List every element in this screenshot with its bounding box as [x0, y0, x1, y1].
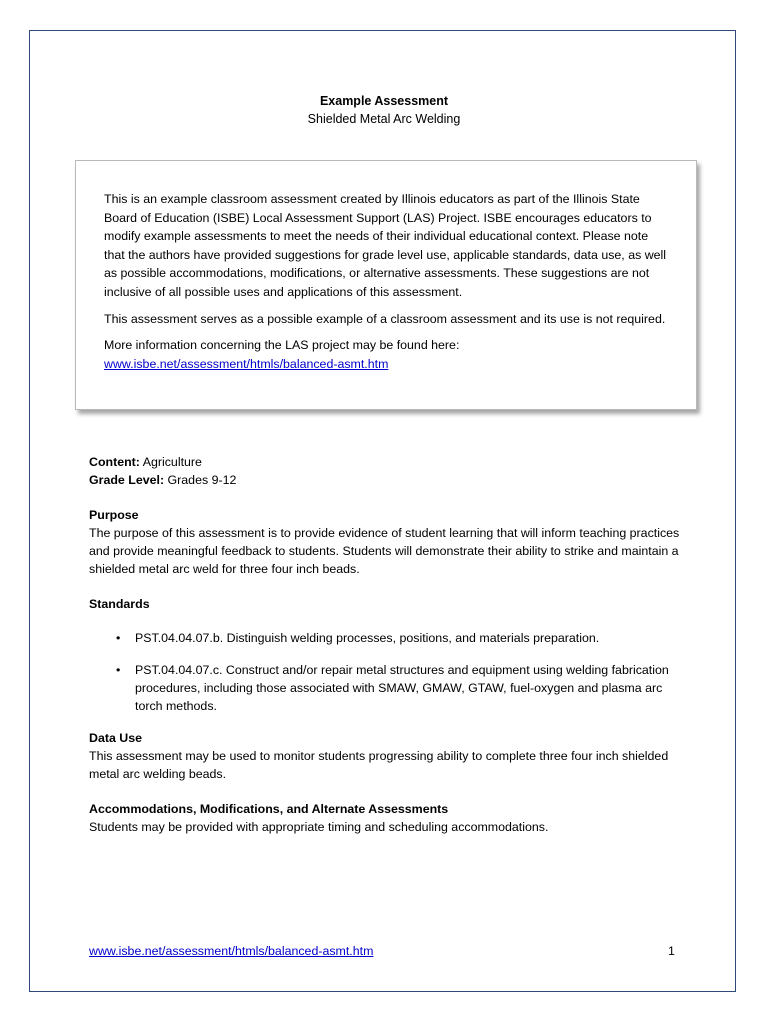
- notice-paragraph-intro: This is an example classroom assessment created by Illinois educators as part of the Illinois State Board of Education (ISBE) Local Assessment Support (LAS) Project. ISBE encourages educators to modify example assessments to meet the needs of their individual educational context. Please note that the authors have provided suggestions for grade level use, applicable standards, data use, as well as possible accommodations, modifications, or alternative assessments. These suggestions are not inclusive of all possible uses and applications of this assessment.: [104, 192, 667, 299]
- grade-level-line: [89, 471, 689, 489]
- data-use-text: This assessment may be used to monitor students progressing ability to complete three four inch shielded metal arc welding beads.: [89, 749, 669, 781]
- grade-level-value: Grades 9-12: [164, 473, 237, 487]
- accommodations-heading: Accommodations, Modifications, and Alternate Assessments: [89, 802, 449, 816]
- bullet-icon: •: [116, 663, 121, 677]
- notice-more-info-text: More information concerning the LAS project may be found here:: [104, 338, 460, 353]
- footer-link[interactable]: www.isbe.net/assessment/htmls/balanced-asmt.htm: [89, 944, 374, 958]
- standard-text: PST.04.04.07.c. Construct and/or repair metal structures and equipment using welding fabrication procedures, including those associated with SMAW, GMAW, GTAW, fuel-oxygen and plasma arc torch methods.: [135, 663, 669, 713]
- notice-paragraph-more-info: [104, 336, 672, 373]
- document-body: [89, 453, 689, 836]
- notice-las-link[interactable]: www.isbe.net/assessment/htmls/balanced-asmt.htm: [104, 356, 389, 371]
- document-title: Example Assessment: [319, 94, 449, 108]
- data-use-heading: Data Use: [89, 731, 143, 745]
- notice-paragraph-not-required: This assessment serves as a possible example of a classroom assessment and its use is not required.: [104, 311, 666, 326]
- standards-heading: Standards: [89, 597, 150, 611]
- page-number: 1: [668, 944, 675, 958]
- content-label: Content:: [89, 455, 140, 469]
- standard-text: PST.04.04.07.b. Distinguish welding processes, positions, and materials preparation.: [135, 631, 600, 645]
- grade-level-label: Grade Level:: [89, 473, 165, 487]
- standards-list-item: [89, 629, 689, 647]
- bullet-icon: •: [116, 631, 121, 645]
- accommodations-text: Students may be provided with appropriate timing and scheduling accommodations.: [89, 820, 549, 834]
- standards-list: [89, 629, 689, 715]
- purpose-heading: Purpose: [89, 508, 139, 522]
- standards-list-item: [89, 661, 689, 715]
- notice-box: [75, 160, 697, 410]
- document-subtitle: Shielded Metal Arc Welding: [307, 112, 461, 126]
- content-value: Agriculture: [139, 455, 202, 469]
- purpose-text: The purpose of this assessment is to provide evidence of student learning that will inform teaching practices and provide meaningful feedback to students. Students will demonstrate their ability to strike and maintain a shielded metal arc weld for three four inch beads.: [89, 526, 680, 576]
- content-line: [89, 453, 689, 471]
